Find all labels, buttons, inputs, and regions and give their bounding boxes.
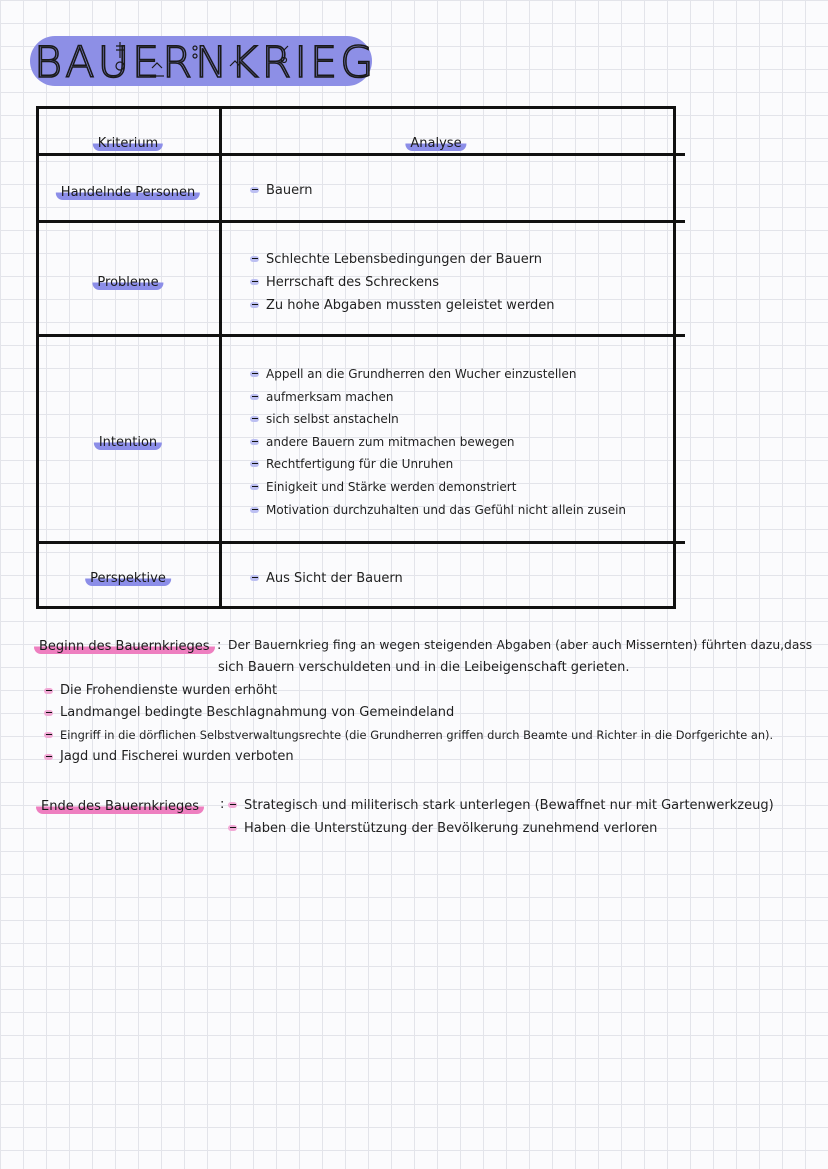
header-criterion: Kriterium — [93, 137, 163, 151]
list-item: Bauern — [250, 179, 312, 202]
list-intention — [250, 363, 626, 521]
list-item: Schlechte Lebensbedingungen der Bauern — [250, 248, 555, 271]
table-row-divider — [39, 541, 685, 544]
list-item: Landmangel bedingte Beschlagnahmung von Gemeindeland — [44, 702, 773, 724]
list-item: Eingriff in die dörflichen Selbstverwaltungsrechte (die Grundherren griffen durch Beamte und Richter in die Dorfgerichte an). — [44, 724, 773, 746]
list-item: Die Frohendienste wurden erhöht — [44, 680, 773, 702]
list-perspektive — [250, 567, 403, 590]
ende-list — [228, 794, 774, 840]
list-item: Haben die Unterstützung der Bevölkerung zunehmend verloren — [228, 817, 774, 840]
list-item: Aus Sicht der Bauern — [250, 567, 403, 590]
page-title: BAUERNKRIEG — [34, 38, 377, 88]
ende-colon: : — [220, 797, 225, 812]
beginn-colon: : — [217, 638, 222, 653]
list-item: aufmerksam machen — [250, 386, 626, 409]
title-decoration-icon — [80, 38, 340, 82]
header-analysis: Analyse — [405, 137, 466, 151]
beginn-list — [44, 680, 773, 768]
list-item: Strategisch und militerisch stark unterlegen (Bewaffnet nur mit Gartenwerkzeug) — [228, 794, 774, 817]
beginn-text-line1: Der Bauernkrieg fing an wegen steigenden Abgaben (aber auch Missernten) führten dazu,dass — [228, 638, 813, 652]
list-item: Motivation durchzuhalten und das Gefühl nicht allein zusein — [250, 499, 626, 522]
list-item: Rechtfertigung für die Unruhen — [250, 453, 626, 476]
list-item: Zu hohe Abgaben mussten geleistet werden — [250, 294, 555, 317]
list-item: Herrschaft des Schreckens — [250, 271, 555, 294]
row-label-probleme: Probleme — [92, 276, 163, 290]
list-item: Jagd und Fischerei wurden verboten — [44, 746, 773, 768]
row-label-handelnde-personen: Handelnde Personen — [56, 186, 200, 200]
list-probleme — [250, 248, 555, 317]
beginn-label: Beginn des Bauernkrieges — [34, 640, 215, 654]
list-item: Einigkeit und Stärke werden demonstriert — [250, 476, 626, 499]
table-row-divider — [39, 153, 685, 156]
table-column-divider — [219, 109, 222, 606]
analysis-table — [36, 106, 676, 609]
ende-label: Ende des Bauernkrieges — [36, 800, 204, 814]
list-handelnde-personen — [250, 179, 312, 202]
table-row-divider — [39, 220, 685, 223]
list-item: andere Bauern zum mitmachen bewegen — [250, 431, 626, 454]
row-label-perspektive: Perspektive — [85, 572, 171, 586]
table-row-divider — [39, 334, 685, 337]
list-item: sich selbst anstacheln — [250, 408, 626, 431]
list-item: Appell an die Grundherren den Wucher einzustellen — [250, 363, 626, 386]
beginn-text-line2: sich Bauern verschuldeten und in die Leibeigenschaft gerieten. — [218, 660, 630, 675]
row-label-intention: Intention — [94, 436, 162, 450]
